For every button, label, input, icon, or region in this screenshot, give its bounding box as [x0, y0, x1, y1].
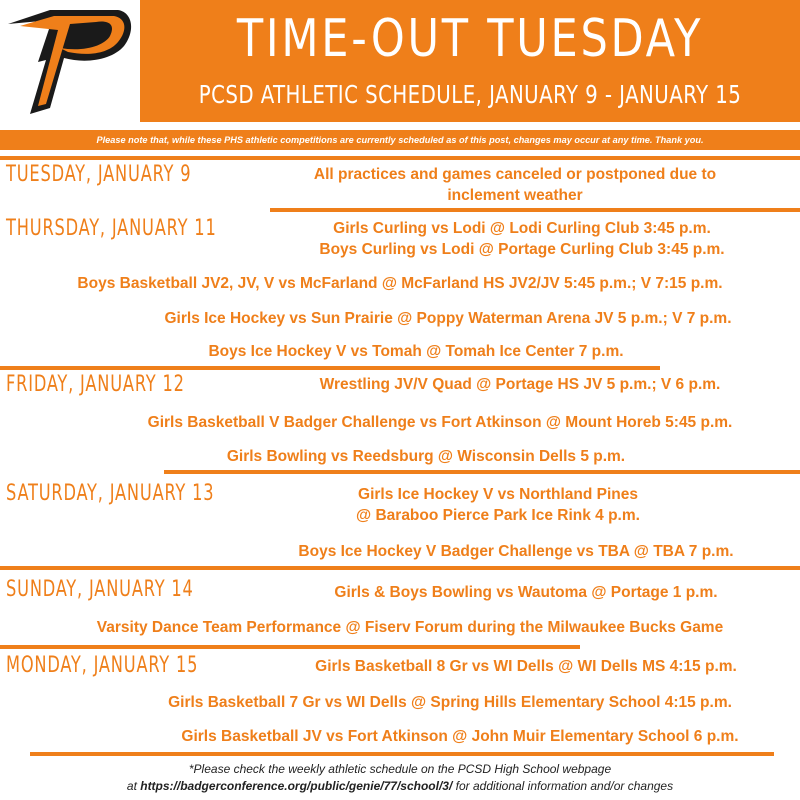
- event-line: All practices and games canceled or postponed due to: [313, 166, 717, 183]
- event-line: @ Baraboo Pierce Park Ice Rink 4 p.m.: [356, 507, 640, 524]
- event-line: Girls & Boys Bowling vs Wautoma @ Portage 1 p.m.: [334, 584, 718, 601]
- event-line: Boys Ice Hockey V vs Tomah @ Tomah Ice Center 7 p.m.: [208, 343, 624, 360]
- footer-line-1: *Please check the weekly athletic schedule on the PCSD High School webpage: [188, 762, 612, 776]
- header-banner: [140, 0, 800, 122]
- event-line: Boys Curling vs Lodi @ Portage Curling Club 3:45 p.m.: [319, 241, 725, 258]
- divider: [0, 566, 800, 570]
- event-line: Wrestling JV/V Quad @ Portage HS JV 5 p.m.; V 6 p.m.: [319, 376, 721, 393]
- school-logo: [0, 0, 136, 122]
- event-line: Girls Ice Hockey V vs Northland Pines: [358, 486, 638, 503]
- divider: [0, 156, 800, 160]
- event-line: Girls Ice Hockey vs Sun Prairie @ Poppy Waterman Arena JV 5 p.m.; V 7 p.m.: [164, 310, 732, 327]
- footer-suffix: for additional information and/or changes: [452, 779, 674, 793]
- event-line: Boys Basketball JV2, JV, V vs McFarland @ McFarland HS JV2/JV 5:45 p.m.; V 7:15 p.m.: [77, 275, 723, 292]
- footer-url-link[interactable]: https://badgerconference.org/public/genie/77/school/3/: [140, 779, 453, 793]
- day-heading: SATURDAY, JANUARY 13: [6, 481, 215, 506]
- day-heading: MONDAY, JANUARY 15: [6, 653, 199, 678]
- event-line: Girls Curling vs Lodi @ Lodi Curling Club 3:45 p.m.: [333, 220, 711, 237]
- day-heading: FRIDAY, JANUARY 12: [6, 372, 185, 397]
- divider: [0, 366, 660, 370]
- day-heading: TUESDAY, JANUARY 9: [6, 162, 192, 187]
- schedule-notice: Please note that, while these PHS athletic competitions are currently scheduled as of this post, changes may occur at any time. Thank you.: [0, 130, 800, 150]
- event-line: Girls Bowling vs Reedsburg @ Wisconsin Dells 5 p.m.: [226, 448, 626, 465]
- event-line: Girls Basketball 7 Gr vs WI Dells @ Spring Hills Elementary School 4:15 p.m.: [168, 694, 732, 711]
- footer-prefix: at: [126, 779, 141, 793]
- divider: [30, 752, 774, 756]
- footer-line-2: [0, 778, 800, 795]
- page-title: TIME-OUT TUESDAY: [236, 9, 704, 69]
- divider: [0, 645, 580, 649]
- event-line: Girls Basketball JV vs Fort Atkinson @ John Muir Elementary School 6 p.m.: [181, 728, 739, 745]
- day-heading: THURSDAY, JANUARY 11: [6, 216, 217, 241]
- event-line: inclement weather: [447, 187, 583, 204]
- day-heading: SUNDAY, JANUARY 14: [6, 577, 194, 602]
- event-line: Varsity Dance Team Performance @ Fiserv Forum during the Milwaukee Bucks Game: [96, 619, 724, 636]
- event-line: Girls Basketball V Badger Challenge vs Fort Atkinson @ Mount Horeb 5:45 p.m.: [147, 414, 733, 431]
- event-line: Boys Ice Hockey V Badger Challenge vs TBA @ TBA 7 p.m.: [298, 543, 734, 560]
- divider: [270, 208, 800, 212]
- divider: [164, 470, 800, 474]
- event-line: Girls Basketball 8 Gr vs WI Dells @ WI Dells MS 4:15 p.m.: [315, 658, 737, 675]
- page-subtitle: PCSD ATHLETIC SCHEDULE, JANUARY 9 - JANUARY 15: [198, 80, 742, 109]
